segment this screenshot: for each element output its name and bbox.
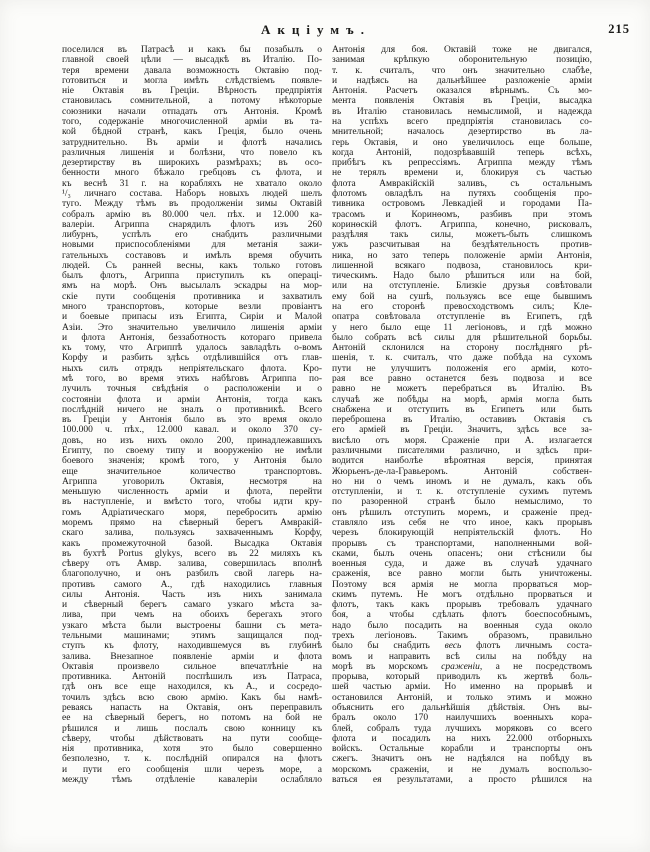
text-line: точилъ здѣсь всю свою армію. Какъ бы намѣ- <box>62 692 322 703</box>
text-line: флота и посадилъ на нихъ 22.000 отборныхъ <box>332 733 592 744</box>
text-line: тельными машинами; этимъ защищался под- <box>62 631 322 642</box>
text-line: сками, былъ очень опасенъ; они стѣснили бы <box>332 548 592 559</box>
text-line: ужъ разсчитывая на бездѣятельность против- <box>332 240 592 251</box>
text-line: сѣверу, чтобы дѣйствовать на пути сообще- <box>62 733 322 744</box>
text-line: ему бой на сушѣ, пользуясь все еще бывшимъ <box>332 291 592 302</box>
text-line: еще значительное количество транспортовъ. <box>62 466 322 477</box>
text-line: узкаго мѣста были выстроены башни съ мета- <box>62 620 322 631</box>
text-line: надо было посадить на военныя суда около <box>332 620 592 631</box>
text-line: черезъ блокирующій непріятельскій флотъ. Но <box>332 528 592 539</box>
text-line: валеріи. Агриппа снарядилъ флотъ изъ 260 <box>62 219 322 230</box>
text-line: и флота Антонія, беззаботность котораго привела <box>62 332 322 343</box>
text-line: у него было еще 11 легіоновъ, и гдѣ можно <box>332 322 592 333</box>
text-line: реваясь напасть на Октавія, онъ переправилъ <box>62 703 322 713</box>
text-line: водится наиболѣе вѣроятная версія, принятая <box>332 456 592 467</box>
text-line: различныя лишенія и болѣзни, что повело къ <box>62 147 322 158</box>
text-line: въ Греціи у Антонія было въ это время около <box>62 415 322 426</box>
text-line: ¹/₃ личнаго состава. Наборъ новыхъ людей шелъ <box>62 188 322 199</box>
text-line: ямъ на морѣ. Онъ высылалъ эскадры на мор- <box>62 281 322 292</box>
text-column-right <box>332 45 592 785</box>
text-line: безполезно, т. к. послѣдній опирался на флотъ <box>62 754 322 765</box>
text-line: ніе Октавія въ Греціи. Вѣрность предпріятія <box>62 86 322 97</box>
text-line: остановился Антоній, и только этимъ и можно <box>332 692 592 703</box>
text-line: но ни о чемъ иномъ и не думалъ, какъ объ <box>332 476 592 487</box>
text-line: прибѣгъ къ репрессіямъ. Агриппа между тѣмъ <box>332 158 592 169</box>
text-line: тическимъ. Надо было рѣшиться или на бой, <box>332 271 592 282</box>
text-line: опатра совѣтовала отступленіе въ Египетъ, гдѣ <box>332 312 592 323</box>
text-line: на его сторонѣ превосходствомъ силъ; Кле- <box>332 302 592 313</box>
text-line: Антоній склонился на сторону послѣдняго рѣ- <box>332 343 592 354</box>
text-columns <box>62 45 592 785</box>
text-line: и надѣясь на дальнѣйшее разложеніе арміи <box>332 75 592 86</box>
text-column-left <box>62 45 322 785</box>
text-line: трасомъ и Коринѳомъ, разбивъ при этомъ <box>332 209 592 220</box>
text-line: скіе пути сообщенія противника и захватилъ <box>62 291 322 302</box>
text-line: сжегъ. Значитъ онъ не надѣялся на побѣду въ <box>332 754 592 765</box>
text-line: новыми приспособленіями для метанія зажи- <box>62 240 322 251</box>
text-line: гдѣ онъ все еще находился, къ А., и сосредо- <box>62 682 322 693</box>
text-line: рѣшился и лишь послалъ свою конницу къ <box>62 723 322 734</box>
text-line: Октавія произвело сильное впечатлѣніе на <box>62 661 322 672</box>
text-line: становилась сомнительной, а потому нѣкоторые <box>62 96 322 107</box>
text-line: прорывъ съ транспортами, наполненными вой- <box>332 538 592 549</box>
text-line: когда Антоній, подозрѣвавшій теперь всѣхъ, <box>332 147 592 158</box>
text-line: между тѣмъ отдѣленіе кавалеріи ослабляло <box>62 774 322 785</box>
text-line: отступленіи, и т. к. отступленіе сухимъ путемъ <box>332 487 592 498</box>
text-line: того, содержаніе многочисленной арміи въ та- <box>62 116 322 127</box>
text-line: флотъ, такъ какъ прорывъ требовалъ удачнаго <box>332 600 592 611</box>
text-line: послѣдній ничего не зналъ о противникѣ. Всего <box>62 404 322 415</box>
text-line: боевого значенія; кромѣ того, у Антонія было <box>62 456 322 467</box>
text-line: снабжена и отступить въ Египетъ или быть <box>332 404 592 415</box>
text-line: или на отступленіе. Близкіе друзья совѣтовали <box>332 281 592 292</box>
text-line: нія противника, хотя это было совершенно <box>62 744 322 755</box>
text-line: объяснить его дальнѣйшія дѣйствія. Онъ вы- <box>332 703 592 713</box>
text-line: союзники начали отпадать отъ Антонія. Кромѣ <box>62 106 322 117</box>
text-line: гательныхъ составовъ и имѣлъ время обучить <box>62 250 322 261</box>
text-line: Азіи. Это значительно увеличило лишенія арміи <box>62 322 322 333</box>
text-line: тивника островомъ Левкадіей и городами Па- <box>332 199 592 210</box>
text-line: былъ флотъ, Агриппа приступилъ къ операці- <box>62 271 322 282</box>
text-line: Антонія для боя. Октавій тоже не двигался, <box>332 45 592 55</box>
text-line: морскомъ сраженіи, и не думалъ воспользо- <box>332 764 592 775</box>
text-line: лива, при чемъ на обоихъ берегахъ этого <box>62 610 322 621</box>
text-line: ее на сѣверный берегъ, но потомъ на бой не <box>62 713 322 724</box>
text-line: раздѣляя такъ силы, можетъ-быть слишкомъ <box>332 230 592 241</box>
text-line: состояніи флота и арміи Антонія, тогда какъ <box>62 394 322 405</box>
text-line: вомъ и направить всѣ силы на побѣду на <box>332 651 592 662</box>
text-line: пути не улучшитъ положенія его арміи, кото- <box>332 363 592 374</box>
text-line: было собрать всѣ силы для рѣшительной борьбы. <box>332 332 592 343</box>
text-line: меньшую численность арміи и флота, перейти <box>62 487 322 498</box>
text-line: какъ промежуточной базой. Высадка Октавія <box>62 538 322 549</box>
text-line: къ веснѣ 31 г. на корабляхъ не хватало около <box>62 178 322 189</box>
text-line: по разоренной странѣ было немыслимо, то <box>332 497 592 508</box>
text-line: силы Антонія. Часть изъ нихъ занимала <box>62 589 322 600</box>
text-line: Агриппа уговорилъ Октавія, несмотря на <box>62 476 322 487</box>
text-line: ступъ къ флоту, находившемуся въ глубинѣ <box>62 641 322 652</box>
text-line: кой бѣдной странѣ, какъ Греція, было очень <box>62 127 322 138</box>
text-line: Корфу и разбить здѣсь отдѣлившійся отъ глав- <box>62 353 322 364</box>
text-line: рая все равно останется безъ подвоза и все <box>332 374 592 384</box>
text-line: Антонія. Расчетъ оказался вѣрнымъ. Съ мо- <box>332 86 592 97</box>
text-line: т. к. считалъ, что онъ значительно слабѣе, <box>332 65 592 76</box>
text-line: въ Италію становилась немыслимой, и надежда <box>332 106 592 117</box>
text-line: мнительной; началось дезертирство въ ла- <box>332 127 592 138</box>
text-line: бралъ около 170 наилучшихъ военныхъ кора- <box>332 713 592 724</box>
text-line: не терялъ времени и, блокируя съ частью <box>332 168 592 179</box>
text-line: залива. Внезапное появленіе арміи и флота <box>62 651 322 662</box>
text-line: либурнъ, успѣлъ его снабдить различными <box>62 230 322 241</box>
text-line: туго. Между тѣмъ въ продолженіи зимы Октавій <box>62 199 322 210</box>
text-line: висѣло отъ моря. Сраженіе при А. излагается <box>332 435 592 446</box>
text-line: было бы снабдить весь флотъ личнымъ соста- <box>332 641 592 652</box>
text-line: къ тому, что Агриппѣ удалось завладѣть о-вомъ <box>62 343 322 354</box>
text-line: сраженія, все равно могли быть уничтожены. <box>332 569 592 580</box>
text-line: переброшена въ Италію, оставивъ Октавія съ <box>332 415 592 426</box>
text-line: боя, а чтобы сдѣлать флотъ боеспособнымъ, <box>332 610 592 621</box>
text-line: флота Амвракійскій заливъ, съ остальнымъ <box>332 178 592 189</box>
text-line: и пути его сообщенія шли черезъ море, а <box>62 764 322 775</box>
text-line: военныя суда, и даже въ случаѣ удачнаго <box>332 559 592 570</box>
text-line: сѣверу отъ Амвр. залива, совершилась вполнѣ <box>62 559 322 570</box>
text-line: ника, но зато теперь положеніе арміи Антонія, <box>332 250 592 261</box>
text-line: довъ, но изъ нихъ около 200, принадлежавшихъ <box>62 435 322 446</box>
text-line: готовиться и могла имѣть слѣдствіемъ появле- <box>62 75 322 86</box>
text-line: ваться ея результатами, а просто рѣшился на <box>332 774 592 785</box>
text-line: различными писателями различно, и здѣсь при- <box>332 445 592 456</box>
page-title: Акціумъ. <box>261 22 371 37</box>
page-number: 215 <box>608 22 630 36</box>
text-line: поселился въ Патрасѣ и какъ бы позабылъ о <box>62 45 322 55</box>
text-line: мѣ того, во время этихъ набѣговъ Агриппа по- <box>62 374 322 384</box>
text-line: ставляло изъ себя не что иное, какъ прорывъ <box>332 517 592 528</box>
text-line: мента появленія Октавія въ Греціи, высадка <box>332 96 592 107</box>
text-line: морѣ въ морскомъ сраженіи, а не посредствомъ <box>332 661 592 672</box>
text-line: благополучно, и онъ разбилъ свой лагерь на- <box>62 569 322 580</box>
text-line: противника. Антоній поспѣшилъ изъ Патраса, <box>62 672 322 683</box>
text-line: моремъ прямо на сѣверный берегъ Амвракій- <box>62 517 322 528</box>
text-line: и боевые припасы изъ Египта, Сиріи и Малой <box>62 312 322 323</box>
text-line: Египту, по своему типу и вооруженію не имѣли <box>62 445 322 456</box>
text-line: шенія, т. к. считалъ, что даже побѣда на сухомъ <box>332 353 592 364</box>
text-line: гомъ Адріатическаго моря, перебросить армію <box>62 507 322 518</box>
text-line: много транспортовъ, которые везли провіантъ <box>62 302 322 313</box>
text-line: случаѣ же побѣды на морѣ, армія могла быть <box>332 394 592 405</box>
text-line: трехъ легіоновъ. Такимъ образомъ, правильно <box>332 631 592 642</box>
text-line: блей, собралъ туда лучшихъ моряковъ со всего <box>332 723 592 734</box>
text-line: въ наступленіе, и вмѣсто того, чтобы идти кру- <box>62 497 322 508</box>
text-line: скаго залива, пользуясь захваченнымъ Корфу, <box>62 528 322 539</box>
text-line: на успѣхъ всего предпріятія становилась со- <box>332 116 592 127</box>
text-line: равно не можетъ перебраться въ Италію. Въ <box>332 384 592 395</box>
text-line: его арміей въ Греціи. Значитъ, здѣсь все за- <box>332 425 592 436</box>
text-line: войскъ. Остальные корабли и транспорты онъ <box>332 744 592 755</box>
text-line: затруднительно. Въ арміи и флотѣ начались <box>62 137 322 148</box>
text-line: флотомъ овладѣлъ на путяхъ сообщенія про- <box>332 188 592 199</box>
text-line: ныхъ силъ отрядъ непріятельскаго флота. Кро- <box>62 363 322 374</box>
running-head <box>62 22 630 40</box>
text-line: бенности много бѣжало гребцовъ съ флота, и <box>62 168 322 179</box>
text-line: и сѣверный берегъ самаго узкаго мѣста за- <box>62 600 322 611</box>
text-line: Жюрьенъ-де-ла-Гравьеромъ. Антоній собствен- <box>332 466 592 477</box>
text-line: скимъ путемъ. Не могъ отдѣльно прорваться и <box>332 589 592 600</box>
text-line: противъ самого А., гдѣ находились главныя <box>62 579 322 590</box>
text-line: лишенной всякаго подвоза, становилось кри- <box>332 260 592 271</box>
text-line: собралъ армію въ 80.000 чел. пѣх. и 12.000 ка- <box>62 209 322 220</box>
text-line: Поэтому вся армія не могла прорваться мор- <box>332 579 592 590</box>
text-line: онъ рѣшилъ отступить моремъ, и сраженіе пред- <box>332 507 592 518</box>
text-line: въ бухтѣ Portus glykys, всего въ 22 миляхъ къ <box>62 548 322 559</box>
text-line: 100.000 ч. пѣх., 12.000 кавал. и около 370 су- <box>62 425 322 436</box>
text-line: лучилъ точныя свѣдѣнія о расположеніи и о <box>62 384 322 395</box>
text-line: главной своей цѣли — высадкѣ въ Италію. По- <box>62 55 322 66</box>
text-line: прорыва, который приводилъ къ жертвѣ боль- <box>332 672 592 683</box>
text-line: дезертирству въ широкихъ размѣрахъ; въ осо- <box>62 158 322 169</box>
text-line: шей частью арміи. Но именно на прорывѣ и <box>332 682 592 693</box>
text-line: герь Октавія, и оно увеличилось еще больше, <box>332 137 592 148</box>
text-line: людей. Съ ранней весны, какъ только готовъ <box>62 260 322 271</box>
text-line: коринѳскій флотъ. Агриппа, конечно, рисковалъ, <box>332 219 592 230</box>
text-line: занимая крѣпкую оборонительную позицію, <box>332 55 592 66</box>
text-line: теря времени давала возможность Октавію под- <box>62 65 322 76</box>
